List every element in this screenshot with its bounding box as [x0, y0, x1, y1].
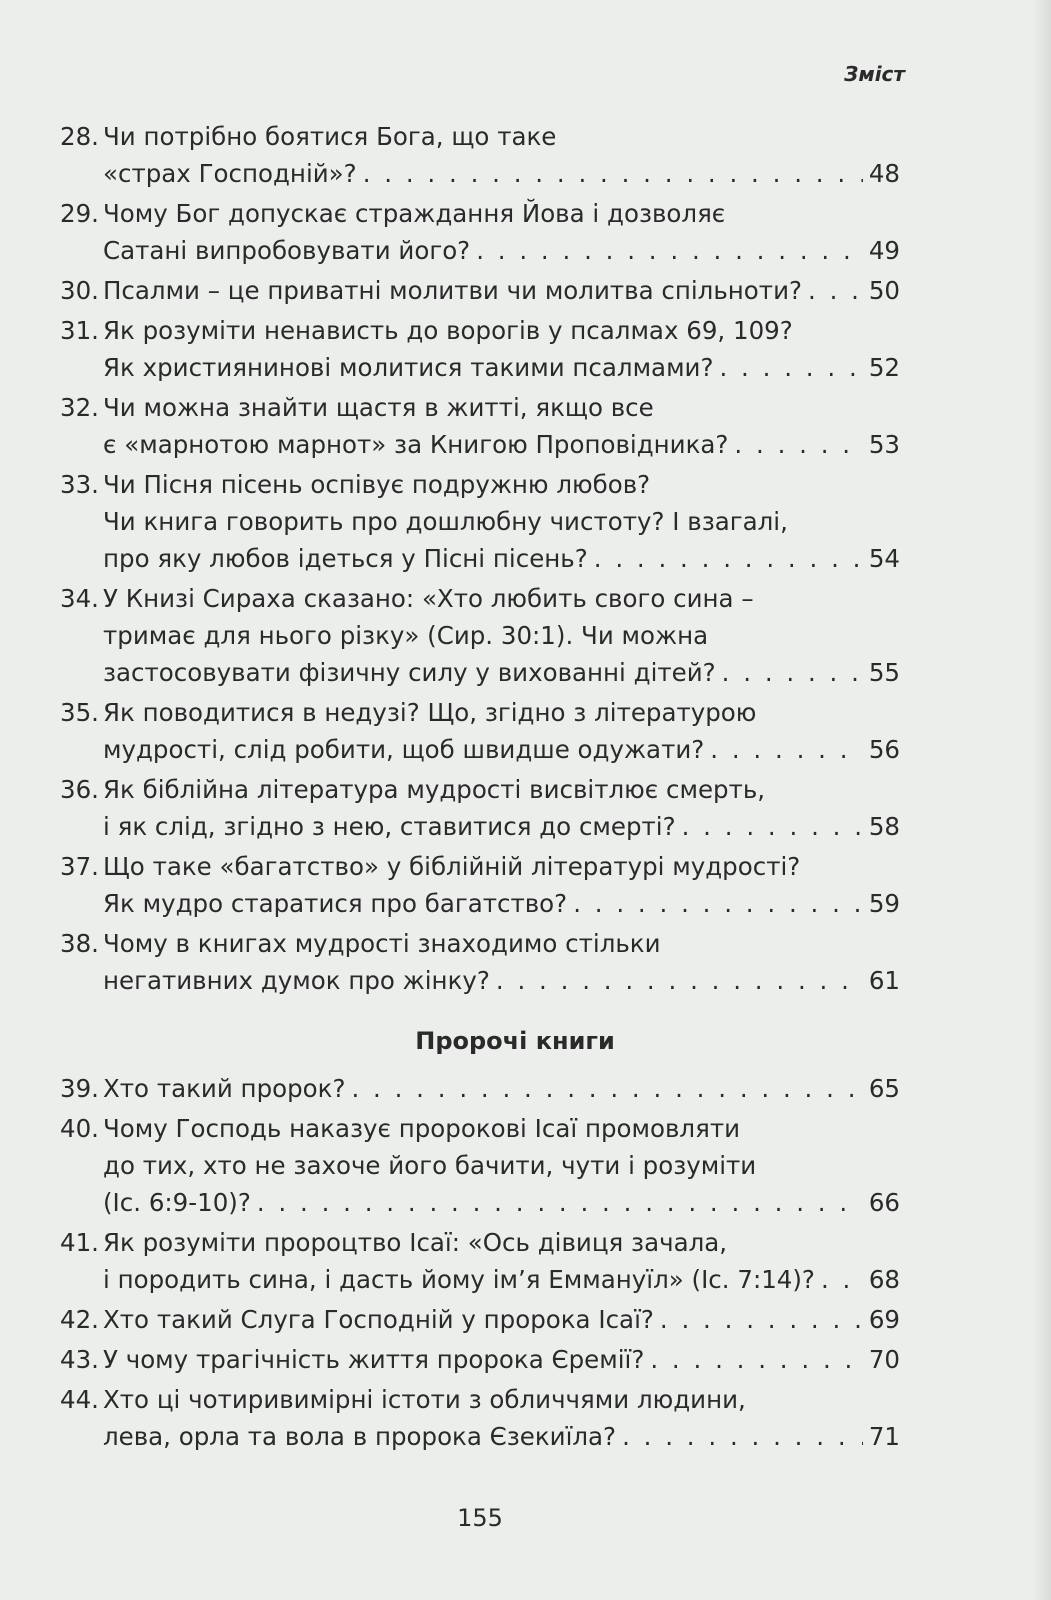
entry-page-number[interactable]: 58 — [868, 812, 900, 841]
entry-text — [103, 1110, 900, 1221]
entry-text — [103, 848, 900, 922]
dot-leader — [722, 654, 863, 691]
entry-text — [103, 925, 900, 999]
toc-entry[interactable] — [60, 272, 900, 309]
entry-line: і як слід, згідно з нею, ставитися до смерті? — [103, 812, 676, 841]
entry-line: Чому в книгах мудрості знаходимо стільки — [103, 929, 661, 958]
entry-last-line — [103, 1301, 900, 1338]
entry-page-number[interactable]: 68 — [868, 1265, 900, 1294]
dot-leader — [734, 426, 862, 463]
entry-text — [103, 1341, 900, 1378]
dot-leader — [821, 1261, 863, 1298]
entry-last-line — [103, 1418, 900, 1455]
entry-page-number[interactable]: 56 — [868, 735, 900, 764]
section-title: Пророчі книги — [415, 1027, 615, 1055]
entry-number: 33. — [60, 470, 99, 499]
entry-text — [103, 694, 900, 768]
entry-line: Чи можна знайти щастя в житті, якщо все — [103, 393, 654, 422]
toc-entry[interactable] — [60, 1224, 900, 1298]
entry-line: Як поводитися в недузі? Що, згідно з літературою — [103, 698, 757, 727]
toc-group-prophets — [60, 1070, 900, 1455]
entry-number: 39. — [60, 1074, 99, 1103]
entry-number: 35. — [60, 698, 99, 727]
entry-line: Чому Бог допускає страждання Йова і дозволяє — [103, 199, 726, 228]
toc-entry[interactable] — [60, 580, 900, 691]
entry-last-line — [103, 1070, 900, 1107]
toc-entry[interactable] — [60, 312, 900, 386]
dot-leader — [363, 155, 863, 192]
entry-last-line — [103, 885, 900, 922]
dot-leader — [622, 1418, 863, 1455]
entry-last-line — [103, 232, 900, 269]
entry-line: лева, орла та вола в пророка Єзекиїла? — [103, 1422, 617, 1451]
toc-entry[interactable] — [60, 925, 900, 999]
dot-leader — [808, 272, 863, 309]
entry-text — [103, 312, 900, 386]
entry-number: 30. — [60, 276, 99, 305]
entry-line: У Книзі Сираха сказано: «Хто любить свого сина – — [103, 584, 754, 613]
entry-number: 44. — [60, 1385, 99, 1414]
toc-entry[interactable] — [60, 848, 900, 922]
entry-number: 42. — [60, 1305, 99, 1334]
toc-entry[interactable] — [60, 694, 900, 768]
dot-leader — [573, 885, 863, 922]
entry-line: Як біблійна література мудрості висвітлює смерть, — [103, 775, 766, 804]
toc-entry[interactable] — [60, 466, 900, 577]
entry-last-line — [103, 962, 900, 999]
entry-text — [103, 272, 900, 309]
entry-last-line — [103, 540, 900, 577]
entry-text — [103, 1224, 900, 1298]
entry-page-number[interactable]: 61 — [868, 966, 900, 995]
entry-number: 37. — [60, 852, 99, 881]
toc-entry[interactable] — [60, 1341, 900, 1378]
entry-text — [103, 1301, 900, 1338]
entry-page-number[interactable]: 59 — [868, 889, 900, 918]
entry-page-number[interactable]: 48 — [868, 159, 900, 188]
entry-line: (Іс. 6:9-10)? — [103, 1188, 251, 1217]
dot-leader — [710, 731, 863, 768]
dot-leader — [257, 1184, 863, 1221]
page-number: 155 — [457, 1504, 503, 1532]
entry-line: Сатані випробовувати його? — [103, 236, 471, 265]
entry-page-number[interactable]: 69 — [868, 1305, 900, 1334]
dot-leader — [496, 962, 863, 999]
entry-last-line — [103, 731, 900, 768]
toc-entry[interactable] — [60, 1110, 900, 1221]
entry-last-line — [103, 272, 900, 309]
entry-number: 36. — [60, 775, 99, 804]
entry-line: Чому Господь наказує пророкові Ісаї промовляти — [103, 1114, 741, 1143]
entry-page-number[interactable]: 54 — [868, 544, 900, 573]
entry-text — [103, 195, 900, 269]
entry-line: Хто такий пророк? — [103, 1074, 346, 1103]
entry-last-line — [103, 155, 900, 192]
dot-leader — [682, 808, 863, 845]
entry-number: 28. — [60, 122, 99, 151]
toc-entry[interactable] — [60, 118, 900, 192]
entry-text — [103, 389, 900, 463]
entry-number: 43. — [60, 1345, 99, 1374]
dot-leader — [594, 540, 863, 577]
entry-last-line — [103, 1184, 900, 1221]
entry-page-number[interactable]: 52 — [868, 353, 900, 382]
entry-number: 41. — [60, 1228, 99, 1257]
table-of-contents — [60, 118, 900, 1458]
entry-text — [103, 580, 900, 691]
entry-last-line — [103, 808, 900, 845]
toc-entry[interactable] — [60, 1301, 900, 1338]
entry-text — [103, 1381, 900, 1455]
entry-line: Як розуміти ненависть до ворогів у псалмах 69, 109? — [103, 316, 793, 345]
entry-line: Як мудро старатися про багатство? — [103, 889, 568, 918]
toc-entry[interactable] — [60, 389, 900, 463]
entry-line: про яку любов ідеться у Пісні пісень? — [103, 544, 588, 573]
entry-last-line — [103, 1341, 900, 1378]
entry-text — [103, 1070, 900, 1107]
entry-line: Псалми – це приватні молитви чи молитва спільноти? — [103, 276, 802, 305]
entry-line: тримає для нього різку» (Сир. 30:1). Чи можна — [103, 621, 709, 650]
entry-line: Хто ці чотиривимірні істоти з обличчями людини, — [103, 1385, 746, 1414]
entry-line: Чи Пісня пісень оспівує подружню любов? — [103, 470, 651, 499]
toc-group-wisdom — [60, 118, 900, 999]
dot-leader — [650, 1341, 862, 1378]
entry-last-line — [103, 1261, 900, 1298]
entry-line: Що таке «багатство» у біблійній літературі мудрості? — [103, 852, 801, 881]
entry-line: Чи потрібно боятися Бога, що таке — [103, 122, 557, 151]
entry-page-number[interactable]: 66 — [868, 1188, 900, 1217]
entry-line: Як християнинові молитися такими псалмами? — [103, 353, 714, 382]
entry-page-number[interactable]: 53 — [868, 430, 900, 459]
entry-number: 31. — [60, 316, 99, 345]
entry-page-number[interactable]: 50 — [868, 276, 900, 305]
entry-line: «страх Господній»? — [103, 159, 357, 188]
entry-number: 29. — [60, 199, 99, 228]
dot-leader — [476, 232, 863, 269]
toc-entry[interactable] — [60, 195, 900, 269]
entry-line: Чи книга говорить про дошлюбну чистоту? І взагалі, — [103, 507, 788, 536]
entry-page-number[interactable]: 49 — [868, 236, 900, 265]
entry-text — [103, 118, 900, 192]
entry-page-number[interactable]: 65 — [868, 1074, 900, 1103]
entry-last-line — [103, 426, 900, 463]
entry-number: 40. — [60, 1114, 99, 1143]
toc-entry[interactable] — [60, 1381, 900, 1455]
entry-page-number[interactable]: 71 — [868, 1422, 900, 1451]
entry-last-line — [103, 349, 900, 386]
entry-last-line — [103, 654, 900, 691]
dot-leader — [719, 349, 862, 386]
dot-leader — [351, 1070, 862, 1107]
entry-number: 38. — [60, 929, 99, 958]
entry-line: негативних думок про жінку? — [103, 966, 490, 995]
entry-line: Як розуміти пророцтво Ісаї: «Ось дівиця зачала, — [103, 1228, 728, 1257]
entry-page-number[interactable]: 55 — [868, 658, 900, 687]
entry-line: застосовувати фізичну силу у вихованні дітей? — [103, 658, 716, 687]
entry-number: 34. — [60, 584, 99, 613]
entry-line: і породить сина, і дасть йому ім’я Еммануїл» (Іс. 7:14)? — [103, 1265, 815, 1294]
entry-line: до тих, хто не захоче його бачити, чути і розуміти — [103, 1151, 757, 1180]
entry-text — [103, 466, 900, 577]
dot-leader — [660, 1301, 863, 1338]
entry-line: У чому трагічність життя пророка Єремії? — [103, 1345, 645, 1374]
entry-page-number[interactable]: 70 — [868, 1345, 900, 1374]
entry-line: є «марнотою марнот» за Книгою Проповідника? — [103, 430, 729, 459]
entry-text — [103, 771, 900, 845]
toc-entry[interactable] — [60, 1070, 900, 1107]
toc-entry[interactable] — [60, 771, 900, 845]
entry-line: Хто такий Слуга Господній у пророка Ісаї? — [103, 1305, 654, 1334]
entry-line: мудрості, слід робити, щоб швидше одужати? — [103, 735, 705, 764]
entry-number: 32. — [60, 393, 99, 422]
running-header: Зміст — [844, 62, 905, 86]
